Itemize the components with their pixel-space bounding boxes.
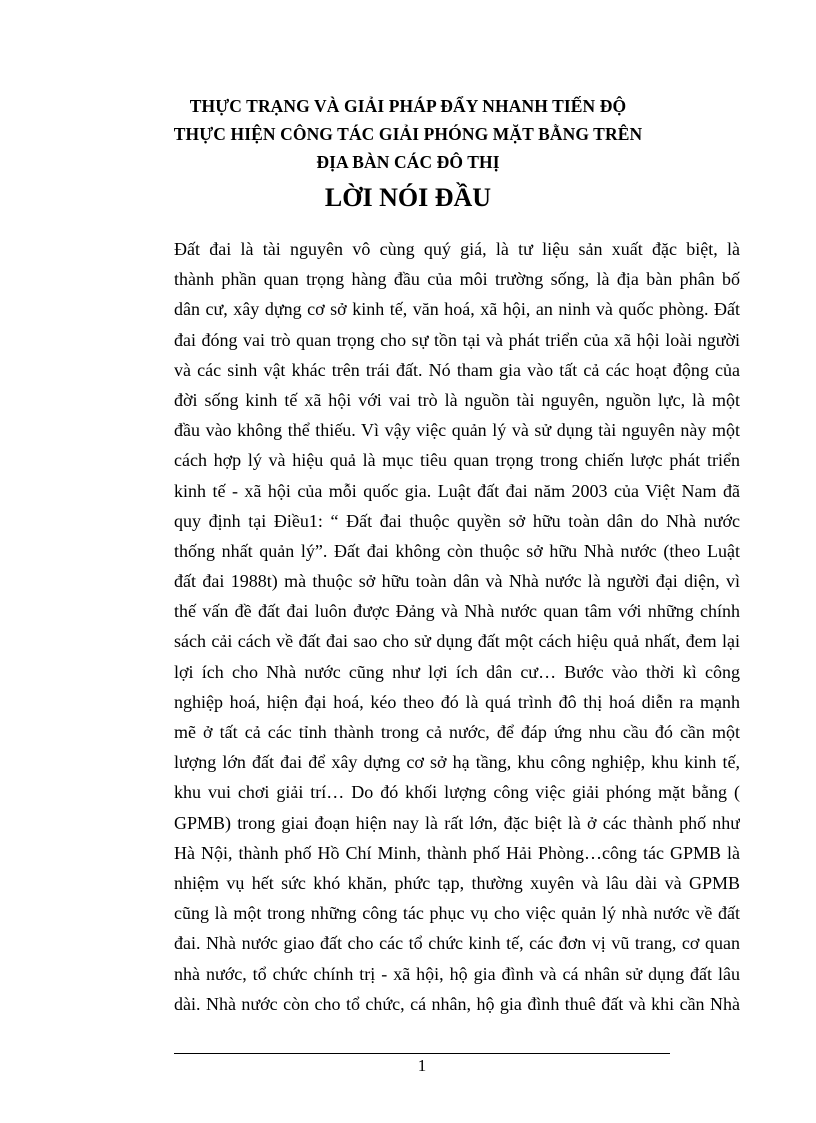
body-line: đầu vào không thể thiếu. Vì vậy việc quản lý và sử dụng tài nguyên này một [174, 420, 740, 441]
body-line: nhiệm vụ hết sức khó khăn, phức tạp, thường xuyên và lâu dài và GPMB [174, 872, 740, 893]
body-line: mẽ ở tất cả các tỉnh thành trong cả nước, để đáp ứng nhu cầu đó cần một [174, 722, 740, 742]
footer-rule [174, 1053, 670, 1054]
body-line: dân cư, xây dựng cơ sở kinh tế, văn hoá, xã hội, an ninh và quốc phòng. Đất [174, 299, 740, 320]
body-line: đất đai 1988t) mà thuộc sở hữu toàn dân và Nhà nước là người đại diện, vì [174, 571, 740, 592]
body-line: cũng là một trong những công tác phục vụ cho việc quản lý nhà nước về đất [174, 903, 740, 924]
title-block [100, 92, 716, 216]
body-line: kinh tế - xã hội của mỗi quốc gia. Luật đất đai năm 2003 của Việt Nam đã [174, 480, 740, 501]
title-line-3: ĐỊA BÀN CÁC ĐÔ THỊ [316, 152, 500, 172]
body-line: Đất đai là tài nguyên vô cùng quý giá, là tư liệu sản xuất đặc biệt, là [174, 239, 740, 259]
body-line: đai đóng vai trò quan trọng cho sự tồn tại và phát triển của xã hội loài người [174, 329, 740, 350]
body-line: thống nhất quản lý”. Đất đai không còn thuộc sở hữu Nhà nước (theo Luật [174, 540, 740, 561]
body-line: GPMB) trong giai đoạn hiện nay là rất lớn, đặc biệt là ở các thành phố như [174, 812, 740, 833]
body-line: nghiệp hoá, hiện đại hoá, kéo theo đó là quá trình đô thị hoá diễn ra mạnh [174, 691, 740, 712]
body-line: khu vui chơi giải trí… Do đó khối lượng công việc giải phóng mặt bằng ( [174, 782, 740, 803]
body-line: đai. Nhà nước giao đất cho các tổ chức kinh tế, các đơn vị vũ trang, cơ quan [174, 933, 740, 954]
section-heading: LỜI NÓI ĐẦU [324, 183, 492, 212]
body-line: thế vấn đề đất đai luôn được Đảng và Nhà nước quan tâm với những chính [174, 601, 740, 622]
body-line: thành phần quan trọng hàng đầu của môi trường sống, là địa bàn phân bố [174, 269, 740, 290]
body-line: đời sống kinh tế xã hội với vai trò là nguồn tài nguyên, nguồn lực, là một [174, 389, 740, 410]
body-line: dài. Nhà nước còn cho tổ chức, cá nhân, hộ gia đình thuê đất và khi cần Nhà [174, 993, 740, 1014]
title-line-2: THỰC HIỆN CÔNG TÁC GIẢI PHÓNG MẶT BẰNG TRÊN [173, 124, 643, 144]
body-line: nhà nước, tổ chức chính trị - xã hội, hộ gia đình và cá nhân sử dụng đất lâu [174, 963, 740, 984]
body-line: sách cải cách về đất đai sao cho sử dụng đất một cách hiệu quả nhất, đem lại [174, 631, 740, 652]
body-line: cách hợp lý và hiệu quả là mục tiêu quan trọng trong chiến lược phát triển [174, 450, 740, 471]
body-paragraph [174, 234, 740, 1019]
body-line: và các sinh vật khác trên trái đất. Nó tham gia vào tất cả các hoạt động của [174, 359, 740, 380]
title-line-1: THỰC TRẠNG VÀ GIẢI PHÁP ĐẨY NHANH TIẾN ĐỘ [189, 96, 627, 116]
body-line: lượng lớn đất đai để xây dựng cơ sở hạ tầng, khu công nghiệp, khu kinh tế, [174, 752, 740, 773]
body-line: Hà Nội, thành phố Hồ Chí Minh, thành phố Hải Phòng…công tác GPMB là [174, 842, 740, 863]
body-line: quy định tại Điều1: “ Đất đai thuộc quyền sở hữu toàn dân do Nhà nước [174, 510, 740, 531]
page-number: 1 [417, 1056, 427, 1075]
body-line: lợi ích cho Nhà nước cũng như lợi ích dân cư… Bước vào thời kì công [174, 661, 740, 682]
